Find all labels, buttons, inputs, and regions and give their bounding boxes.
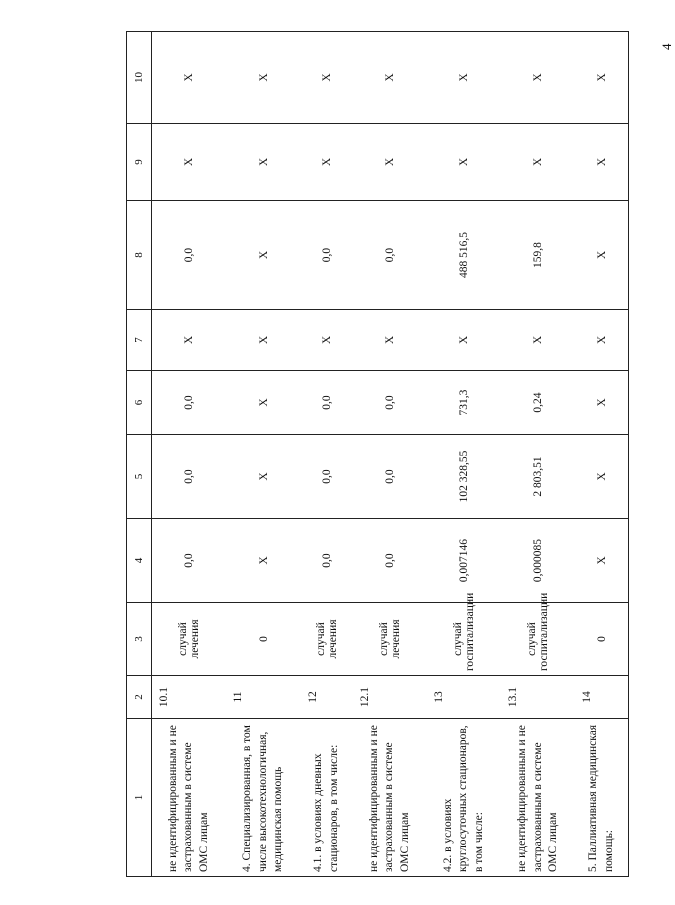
row-code-cell: 11: [226, 676, 300, 719]
column-header: 5: [127, 435, 152, 519]
row-label-cell: 4.1. в условиях дневных стационаров, в том числе:: [301, 719, 353, 877]
row-label-cell: 4. Специализированная, в том числе высокотехнологичная, медицинская помощь: [226, 719, 300, 877]
row-label-cell: не идентифицированным и не застрахованным в системе ОМС лицам: [501, 719, 575, 877]
table-row: [575, 32, 628, 877]
table-row: [152, 32, 227, 877]
table-cell: X: [427, 310, 501, 371]
table-cell: 0,0: [301, 435, 353, 519]
row-label-cell: 5. Паллиативная медицинская помощь:: [575, 719, 628, 877]
table-cell: X: [427, 124, 501, 201]
table-cell: X: [353, 124, 427, 201]
table-cell: 0,007146: [427, 519, 501, 603]
column-header: 7: [127, 310, 152, 371]
column-header: 8: [127, 201, 152, 310]
row-code-cell: 13: [427, 676, 501, 719]
table-cell: X: [226, 435, 300, 519]
column-header: 3: [127, 603, 152, 676]
header-row: [127, 32, 152, 877]
column-header: 4: [127, 519, 152, 603]
row-label-cell: не идентифицированным и не застрахованным в системе ОМС лицам: [152, 719, 227, 877]
table-row: [301, 32, 353, 877]
table-cell: 0,0: [152, 435, 227, 519]
table-cell: X: [427, 32, 501, 124]
table-cell: X: [575, 371, 628, 435]
table-cell: X: [226, 310, 300, 371]
table-cell: X: [501, 310, 575, 371]
row-code-cell: 12: [301, 676, 353, 719]
table-cell: случай госпитализации: [427, 603, 501, 676]
table-cell: X: [226, 201, 300, 310]
table-cell: X: [575, 519, 628, 603]
table-cell: X: [501, 124, 575, 201]
column-header: 10: [127, 32, 152, 124]
row-code-cell: 13.1: [501, 676, 575, 719]
table-cell: X: [226, 519, 300, 603]
table-cell: X: [301, 124, 353, 201]
page-number: 4: [659, 43, 674, 50]
table-row: [226, 32, 300, 877]
column-header: 2: [127, 676, 152, 719]
table-cell: 0,0: [152, 519, 227, 603]
table-cell: X: [575, 124, 628, 201]
table-cell: X: [501, 32, 575, 124]
table-cell: случай лечения: [152, 603, 227, 676]
row-label-cell: 4.2. в условиях круглосуточных стационаров, в том числе:: [427, 719, 501, 877]
table-cell: 0,0: [301, 201, 353, 310]
table-row: [501, 32, 575, 877]
table-cell: 0,0: [152, 201, 227, 310]
row-code-cell: 10.1: [152, 676, 227, 719]
table-cell: 731,3: [427, 371, 501, 435]
table-cell: X: [152, 32, 227, 124]
table-cell: 0,0: [353, 201, 427, 310]
table-cell: X: [152, 310, 227, 371]
column-header: 9: [127, 124, 152, 201]
table-cell: 0: [575, 603, 628, 676]
table-cell: 2 803,51: [501, 435, 575, 519]
table-cell: 0,0: [301, 371, 353, 435]
table-cell: X: [152, 124, 227, 201]
row-code-cell: 12.1: [353, 676, 427, 719]
table-cell: X: [575, 310, 628, 371]
table-cell: 0,0: [152, 371, 227, 435]
table-cell: X: [301, 32, 353, 124]
table-cell: 0: [226, 603, 300, 676]
table-cell: X: [575, 435, 628, 519]
table-cell: 0,0: [353, 435, 427, 519]
table-cell: 102 328,55: [427, 435, 501, 519]
table-cell: X: [353, 32, 427, 124]
table-cell: X: [575, 32, 628, 124]
table-cell: 0,0: [353, 371, 427, 435]
row-code-cell: 14: [575, 676, 628, 719]
table-cell: 159,8: [501, 201, 575, 310]
table-cell: X: [575, 201, 628, 310]
row-label-cell: не идентифицированным и не застрахованным в системе ОМС лицам: [353, 719, 427, 877]
table-cell: X: [226, 124, 300, 201]
column-header: 6: [127, 371, 152, 435]
table-row: [353, 32, 427, 877]
table-cell: случай госпитализации: [501, 603, 575, 676]
table-cell: 488 516,5: [427, 201, 501, 310]
column-header: 1: [127, 719, 152, 877]
table-cell: X: [301, 310, 353, 371]
table-cell: X: [226, 371, 300, 435]
table-cell: 0,000085: [501, 519, 575, 603]
table-cell: X: [353, 310, 427, 371]
table-cell: 0,0: [353, 519, 427, 603]
data-table: [126, 31, 629, 877]
table-cell: X: [226, 32, 300, 124]
rotated-table-container: [126, 32, 629, 877]
table-cell: 0,24: [501, 371, 575, 435]
table-cell: случай лечения: [301, 603, 353, 676]
table-row: [427, 32, 501, 877]
table-cell: случай лечения: [353, 603, 427, 676]
table-cell: 0,0: [301, 519, 353, 603]
